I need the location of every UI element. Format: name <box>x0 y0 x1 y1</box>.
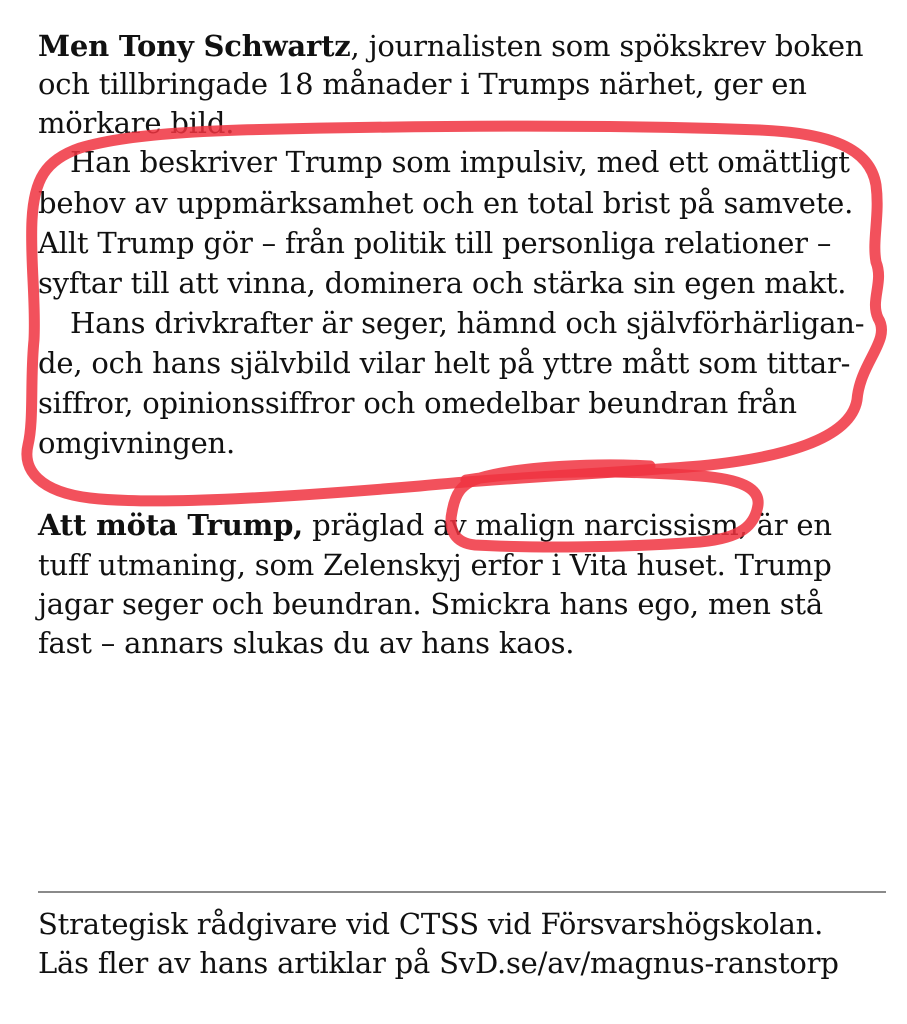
paragraph-1-line-1 <box>38 26 863 66</box>
paragraph-4-line-1 <box>38 505 832 545</box>
paragraph-4-line-3: jagar seger och beundran. Smickra hans ego, men stå <box>38 587 823 621</box>
paragraph-4-line-1-text: präglad av malign narcissism, är en <box>303 508 832 542</box>
paragraph-2-line-4: syftar till att vinna, dominera och stärka sin egen makt. <box>38 266 847 300</box>
paragraph-3-line-3: siffror, opinionssiffror och omedelbar beundran från <box>38 386 797 420</box>
paragraph-1-line-1-text: , journalisten som spökskrev boken <box>350 29 864 63</box>
paragraph-2-line-1: Han beskriver Trump som impulsiv, med ett omättligt <box>70 145 850 179</box>
paragraph-3-line-1: Hans drivkrafter är seger, hämnd och självförhärligan- <box>70 306 865 340</box>
paragraph-2-line-3: Allt Trump gör – från politik till personliga relationer – <box>38 226 832 260</box>
lead-bold-phrase: Att möta Trump, <box>38 508 304 542</box>
footer-divider <box>38 891 886 893</box>
paragraph-3-line-4: omgivningen. <box>38 426 236 460</box>
lead-bold-name: Men Tony Schwartz <box>38 29 351 63</box>
author-bio-line-1: Strategisk rådgivare vid CTSS vid Försvarshögskolan. <box>38 907 824 941</box>
paragraph-1-line-3: mörkare bild. <box>38 106 235 140</box>
author-bio-line-2: Läs fler av hans artiklar på SvD.se/av/magnus-ranstorp <box>38 946 839 980</box>
paragraph-4-line-4: fast – annars slukas du av hans kaos. <box>38 626 575 660</box>
paragraph-2-line-2: behov av uppmärksamhet och en total brist på samvete. <box>38 186 854 220</box>
paragraph-3-line-2: de, och hans självbild vilar helt på yttre mått som tittar- <box>38 346 851 380</box>
paragraph-1-line-2: och tillbringade 18 månader i Trumps närhet, ger en <box>38 67 807 101</box>
paragraph-4-line-2: tuff utmaning, som Zelenskyj erfor i Vita huset. Trump <box>38 548 832 582</box>
